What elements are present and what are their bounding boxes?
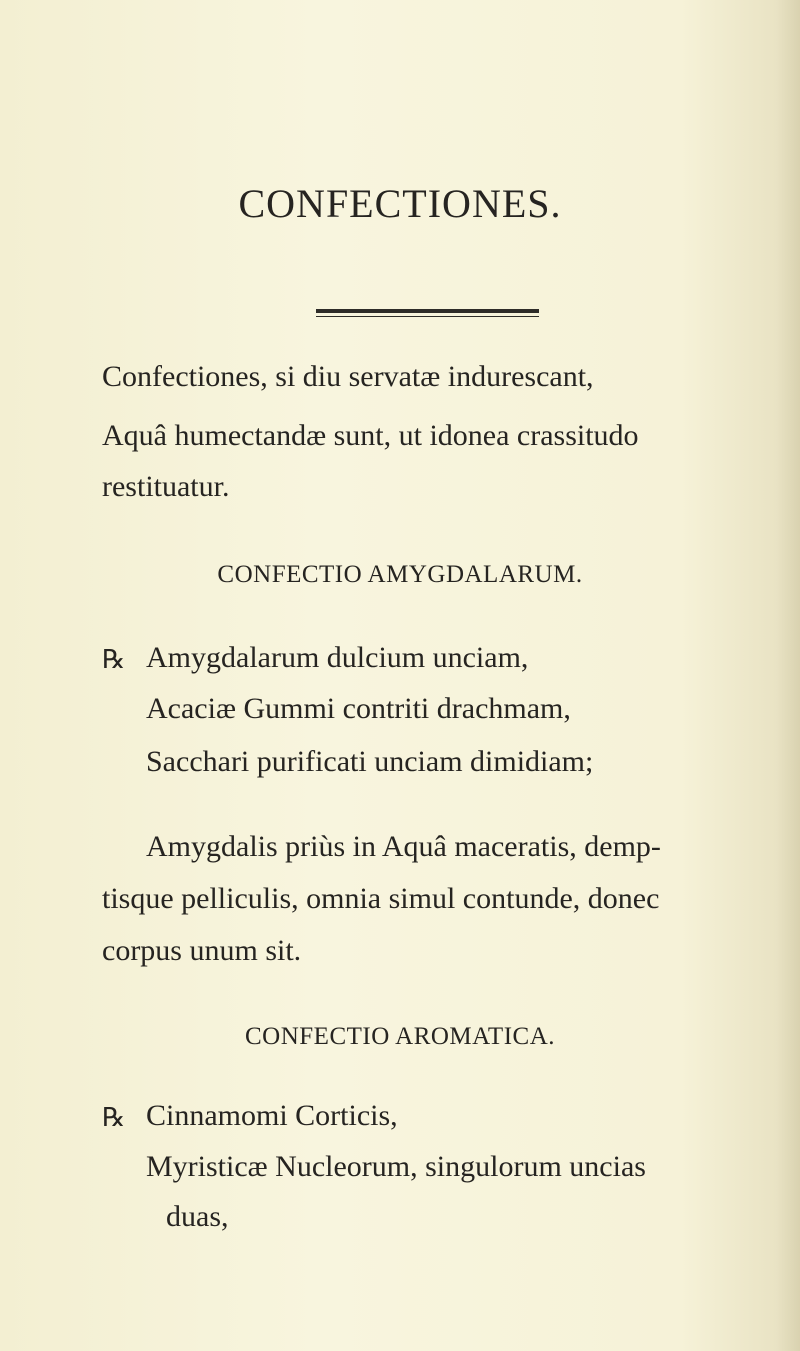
- rx-symbol: ℞: [102, 645, 126, 674]
- intro-line-3: restituatur.: [102, 470, 230, 503]
- rx-symbol: ℞: [102, 1103, 126, 1132]
- title-rule-thin: [316, 316, 539, 317]
- section-heading-aromatica: CONFECTIO AROMATICA.: [244, 1023, 556, 1050]
- recipe-line: Sacchari purificati unciam dimidiam;: [146, 745, 594, 778]
- directions-line: tisque pelliculis, omnia simul contunde, donec: [102, 882, 660, 915]
- section-heading-amygdalarum: CONFECTIO AMYGDALARUM.: [217, 561, 583, 588]
- directions-line: Amygdalis priùs in Aquâ maceratis, demp-: [146, 830, 661, 863]
- recipe-line: Acaciæ Gummi contriti drachmam,: [146, 692, 571, 725]
- title-rule-thick: [316, 309, 539, 313]
- intro-line-1: Confectiones, si diu servatæ indurescant,: [102, 360, 594, 393]
- recipe-line: Amygdalarum dulcium unciam,: [146, 641, 529, 674]
- recipe-line: Cinnamomi Corticis,: [146, 1099, 398, 1132]
- recipe-line: duas,: [166, 1200, 229, 1233]
- intro-line-2: Aquâ humectandæ sunt, ut idonea crassitudo: [102, 419, 639, 452]
- recipe-line: Myristicæ Nucleorum, singulorum uncias: [146, 1150, 646, 1183]
- directions-line: corpus unum sit.: [102, 934, 302, 967]
- page-title: CONFECTIONES.: [238, 181, 562, 226]
